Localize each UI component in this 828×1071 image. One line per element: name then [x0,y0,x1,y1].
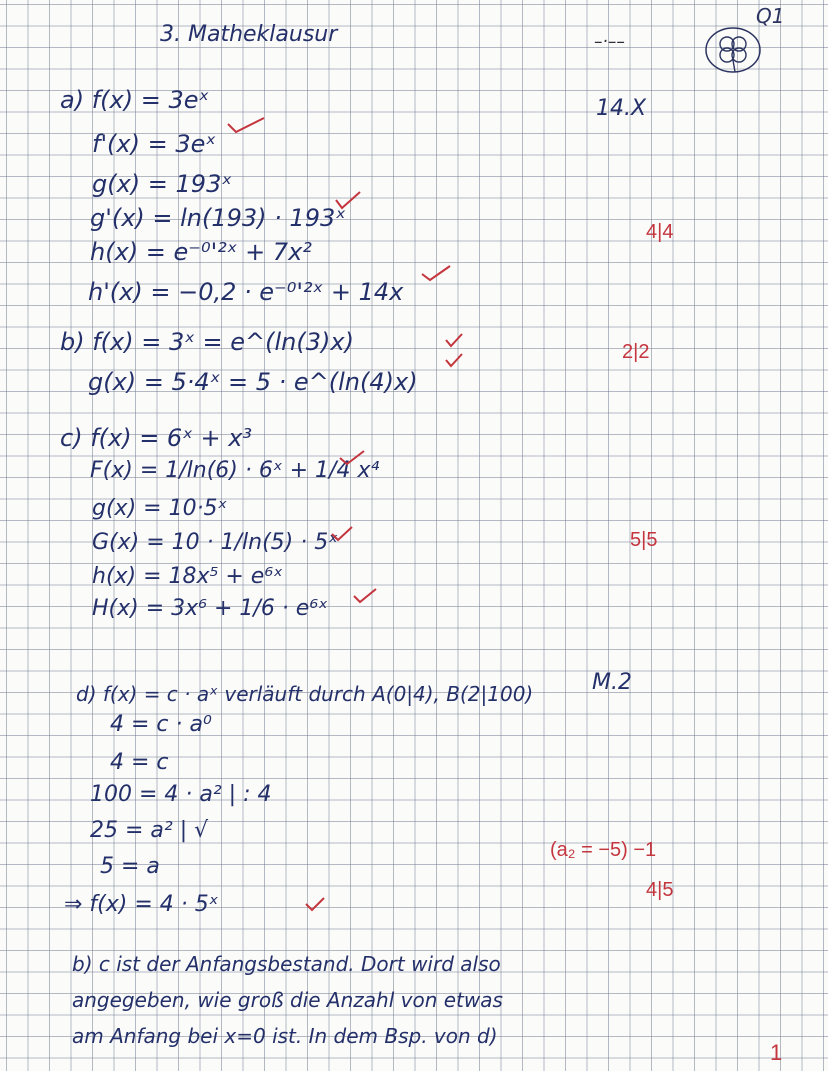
checkmark-icon [420,262,452,284]
line-d5: 25 = a² | √ [90,818,209,843]
line-d2: 4 = c · a⁰ [110,712,212,737]
line-c6: H(x) = 3x⁶ + 1/6 · e⁶ˣ [92,596,328,621]
checkmark-icon [338,448,366,468]
line-d6: 5 = a [100,854,160,879]
score-part-b: 2|2 [622,341,650,363]
line-c4: G(x) = 10 · 1/ln(5) · 5ˣ [92,530,338,555]
checkmark-icon [226,114,266,136]
line-c5: h(x) = 18x⁵ + e⁶ˣ [92,564,283,589]
line-a6: h'(x) = −0,2 · e⁻⁰'²ˣ + 14x [88,278,404,306]
line-a4: g'(x) = ln(193) · 193ˣ [90,204,346,232]
line-a5: h(x) = e⁻⁰'²ˣ + 7x² [90,238,312,266]
clover-logo-icon [703,20,763,80]
score-part-c: 5|5 [630,529,658,551]
line-c2: F(x) = 1/ln(6) · 6ˣ + 1/4 x⁴ [90,458,380,483]
line-c1: c) f(x) = 6ˣ + x³ [60,424,253,452]
line-a3: g(x) = 193ˣ [92,170,232,198]
line-d4: 100 = 4 · a² | : 4 [90,782,272,807]
checkmark-icon [444,332,464,350]
line-d1: d) f(x) = c · aˣ verläuft durch A(0|4), B(2|100) [76,682,534,706]
line-a2: f'(x) = 3eˣ [92,130,217,158]
checkmark-icon [334,190,362,212]
line-d3: 4 = c [110,750,169,775]
correction-note-d: (a₂ = −5) −1 [550,839,657,861]
page-title: 3. Matheklausur [160,22,338,47]
line-c3: g(x) = 10·5ˣ [92,496,228,521]
line-e2: angegeben, wie groß die Anzahl von etwas [72,988,503,1012]
checkmark-icon [352,586,378,606]
line-b2: g(x) = 5·4ˣ = 5 · e^(ln(4)x) [88,368,418,396]
checkmark-icon [330,524,354,544]
line-e1: b) c ist der Anfangsbestand. Dort wird also [72,952,501,976]
line-e3: am Anfang bei x=0 ist. In dem Bsp. von d) [72,1024,498,1048]
score-part-a: 4|4 [646,221,674,243]
score-label-d: M.2 [592,670,632,695]
line-a1: a) f(x) = 3eˣ [60,86,210,114]
corner-label: Q1 [756,4,785,28]
page-number: 1 [770,1040,783,1065]
checkmark-icon [304,896,326,914]
checkmark-icon [444,352,464,370]
score-part-d: 4|5 [646,879,674,901]
top-scribble: –·–– [594,32,625,52]
grade-mark: 14.X [596,96,647,121]
line-d7: ⇒ f(x) = 4 · 5ˣ [64,892,219,917]
line-b1: b) f(x) = 3ˣ = e^(ln(3)x) [60,328,354,356]
